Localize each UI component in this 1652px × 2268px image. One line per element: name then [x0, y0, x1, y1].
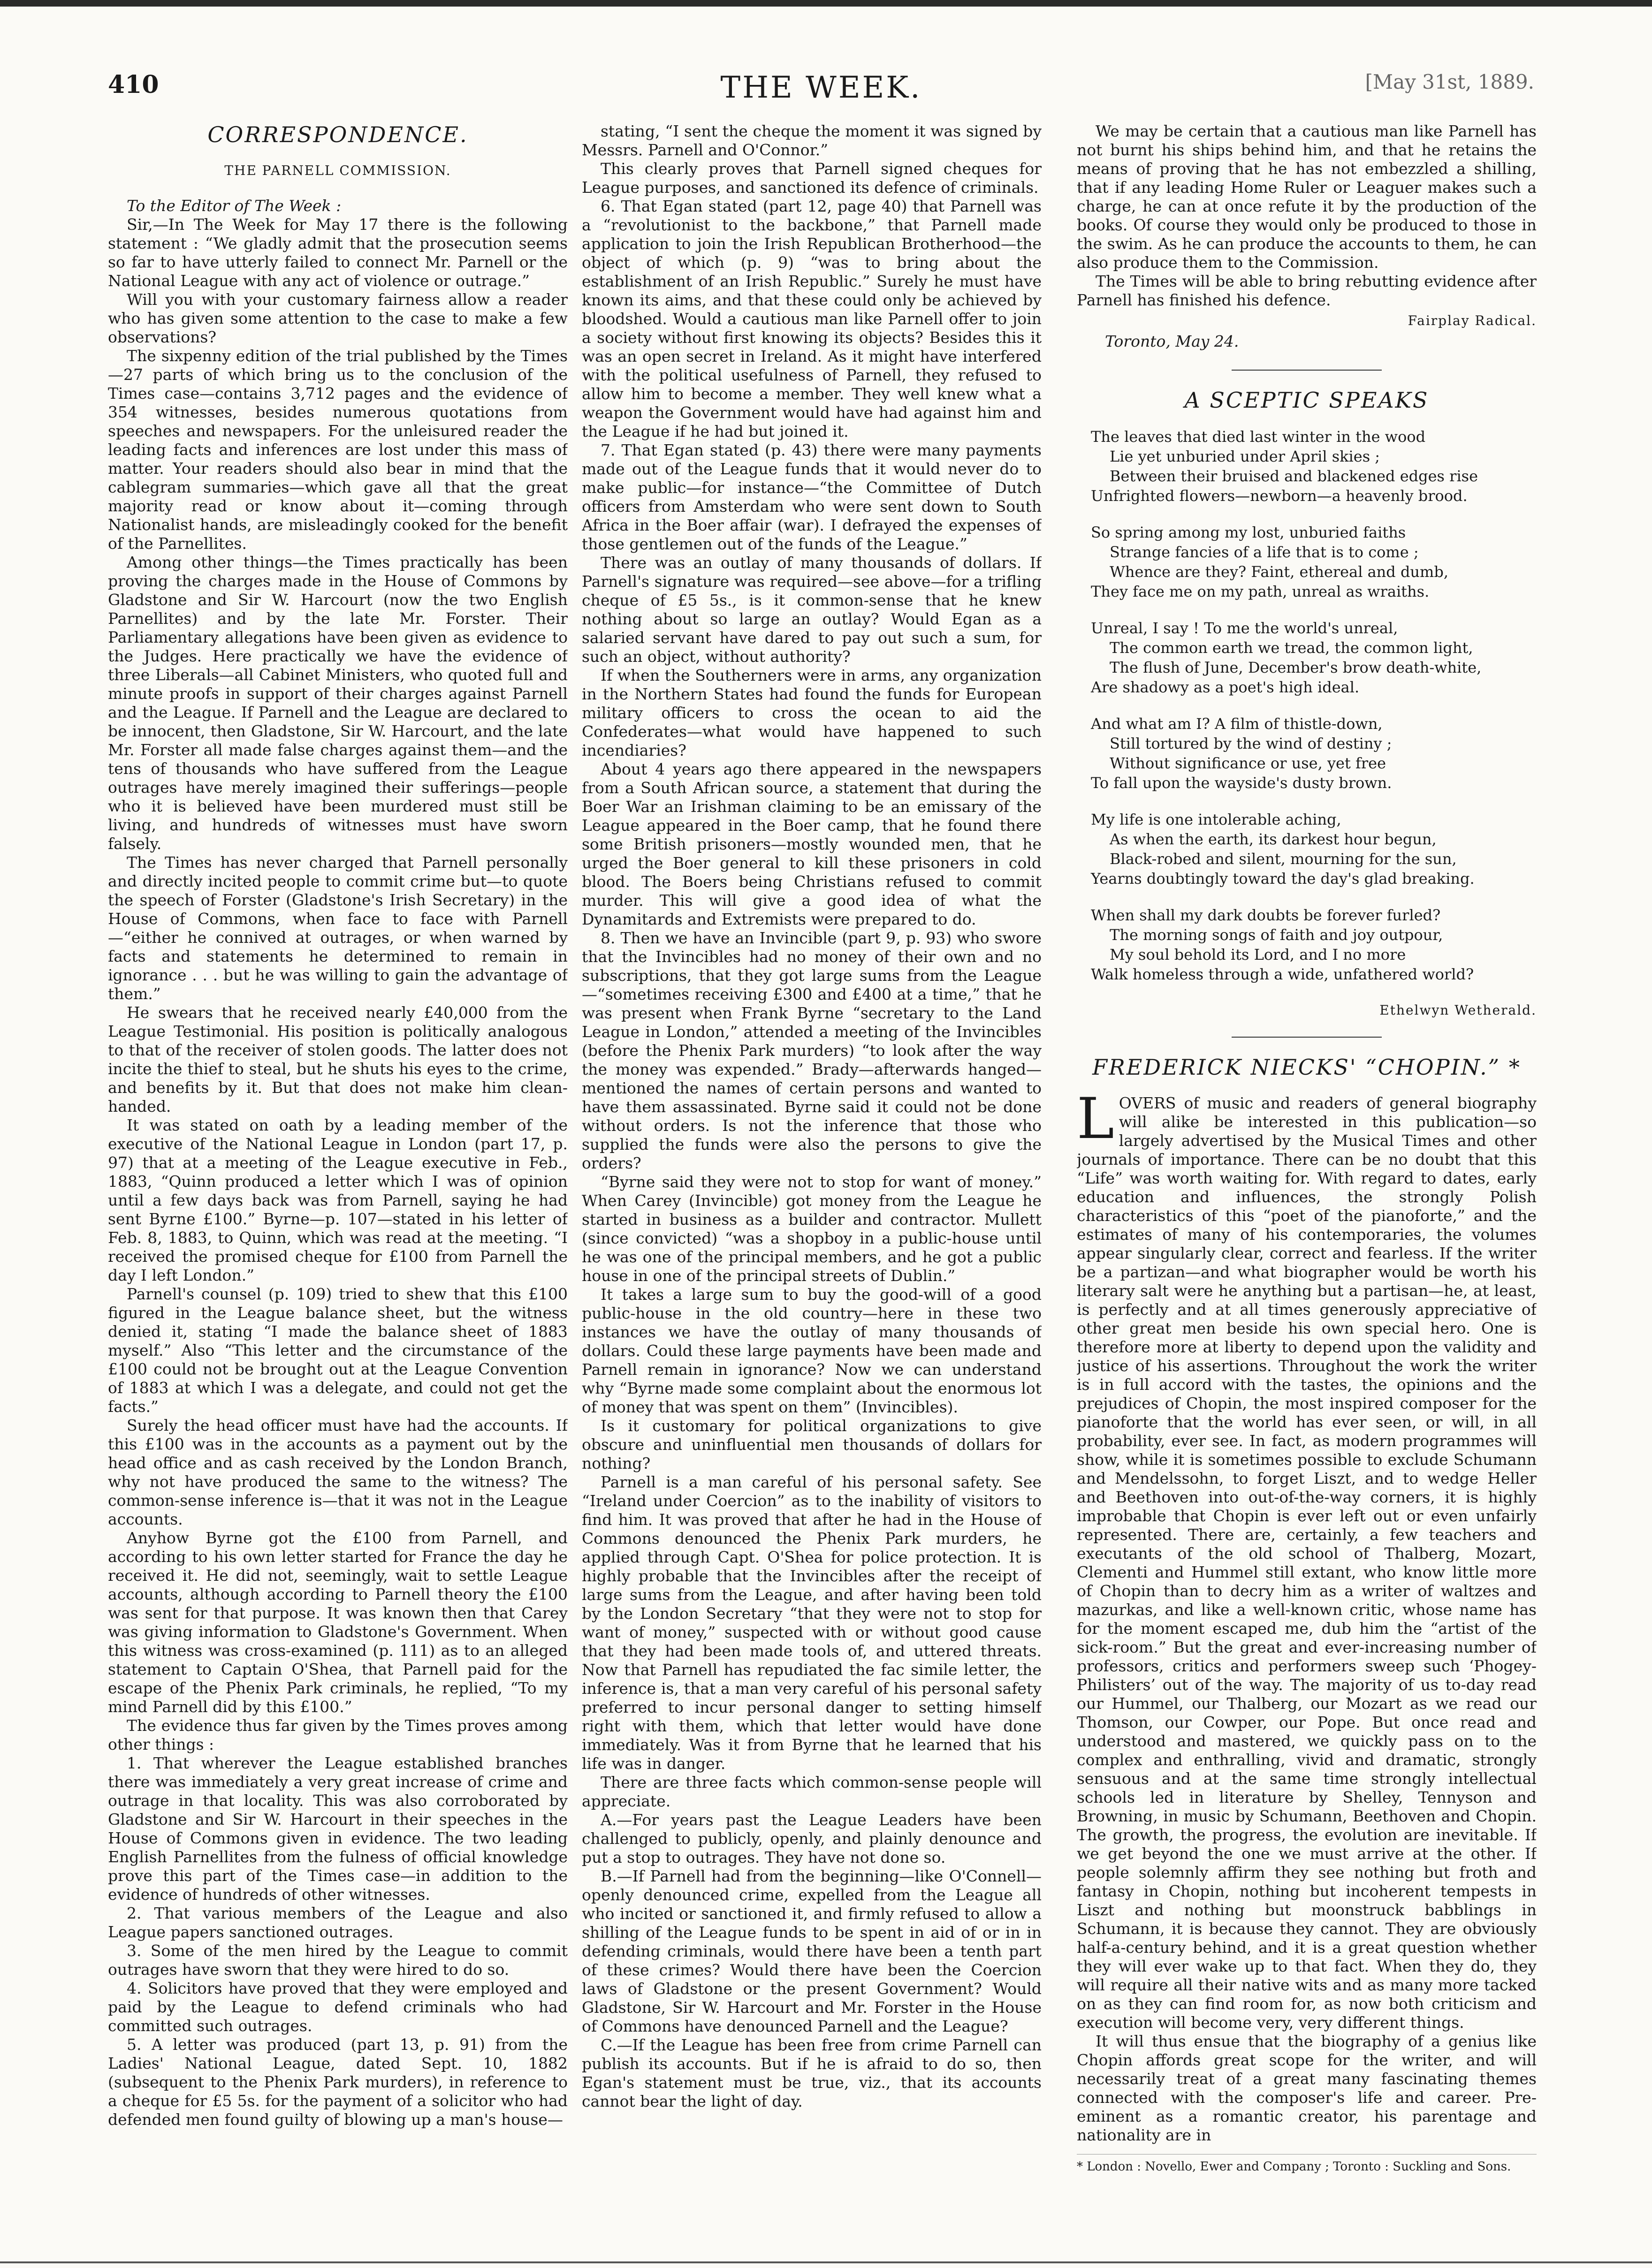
column-2 — [582, 122, 1042, 2261]
poem-line: Lie yet unburied under April skies ; — [1110, 448, 1380, 465]
poem-line: When shall my dark doubts be forever furled? — [1091, 906, 1441, 924]
paragraph: There are three facts which common-sense people will appreciate. — [582, 1773, 1042, 1810]
poem — [1091, 427, 1537, 984]
page-header — [108, 70, 1534, 122]
letter-dateline: Toronto, May 24. — [1105, 332, 1239, 350]
poem-line: Without significance or use, yet free — [1110, 754, 1386, 772]
paragraph: It takes a large sum to buy the good-will of a good public-house in the old country—here in these two instances we have the outlay of many thousands of dollars. Could these large payments have been made and Parnell remain in ignorance? Now we can understand why “Byrne made some complaint about the enormous lot of money that was spent on them” (Invincibles). — [582, 1285, 1042, 1416]
issue-date: [May 31st, 1889. — [1365, 70, 1534, 93]
paragraph: The evidence thus far given by the Times proves among other things : — [108, 1716, 568, 1753]
drop-cap: L — [1077, 1086, 1114, 1152]
review-paragraph: It will thus ensue that the biography of a genius like Chopin affords great scope for the writer, and will necessarily treat of a great many fascinating themes connected with the composer's life and career. Pre-eminent as a romantic creator, his parentage and nationality are in — [1077, 2032, 1537, 2144]
salutation: To the Editor of The Week : — [127, 197, 342, 215]
poem-line: Between their bruised and blackened edges rise — [1110, 467, 1478, 485]
poem-line: Unreal, I say ! To me the world's unreal, — [1091, 619, 1398, 637]
paragraph: The Times has never charged that Parnell personally and directly incited people to commit crime but—to quote the speech of Forster (Gladstone's Irish Secretary) in the House of Commons, when face to face with Parnell—“either he connived at outrages, or when warned by facts and statements he determined to remain in ignorance . . . but he was willing to gain the advantage of them.” — [108, 853, 568, 1003]
poem-title: A SCEPTIC SPEAKS — [1184, 387, 1429, 413]
paragraph: Among other things—the Times practically has been proving the charges made in the House of Commons by Gladstone and Sir W. Harcourt (now the two English Parnellites) and by the late Mr. Forster. Their Parliamentary allegations have been given as evidence to the Judges. Here practically we have the evidence of three Liberals—all Cabinet Ministers, who quoted full and minute proofs in support of their charges against Parnell and the League. If Parnell and the League are declared to be innocent, then Gladstone, Sir W. Harcourt, and the late Mr. Forster all made false charges against them—and the tens of thousands who have suffered from the League outrages have merely imagined their sufferings—people who it is believed have been murdered must still be living, and hundreds of witnesses must have sworn falsely. — [108, 553, 568, 853]
section-divider-2 — [1232, 1037, 1382, 1038]
poem-line: Strange fancies of a life that is to come ; — [1110, 543, 1419, 561]
column-3-body — [1077, 122, 1537, 310]
poem-line: The morning songs of faith and joy outpour, — [1110, 926, 1443, 944]
poem-line: The leaves that died last winter in the wood — [1091, 428, 1426, 446]
paragraph: He swears that he received nearly £40,000 from the League Testimonial. His position is politically analogous to that of the receiver of stolen goods. The latter does not incite the thief to steal, but he shuts his eyes to the crime, and benefits by it. But that does not make him clean-handed. — [108, 1003, 568, 1115]
paragraph: B.—If Parnell had from the beginning—like O'Connell—openly denounced crime, expelled from the League all who incited or sanctioned it, and firmly refused to allow a shilling of the League funds to be spent in aid of or in in defending criminals, would there have been a tenth part of these crimes? Would there have been the Coercion laws of Gladstone or the present Government? Would Gladstone, Sir W. Harcourt and Mr. Forster in the House of Commons have denounced Parnell and the League? — [582, 1867, 1042, 2035]
paragraph: stating, “I sent the cheque the moment it was signed by Messrs. Parnell and O'Connor.” — [582, 122, 1042, 159]
paragraph: There was an outlay of many thousands of dollars. If Parnell's signature was required—see above—for a trifling cheque of £5 5s., is it common-sense that he knew nothing about so large an outlay? Would Egan as a salaried servant have dared to pay out such a sum, for such an object, without authority? — [582, 554, 1042, 666]
paragraph: A.—For years past the League Leaders have been challenged to publicly, openly, and plainly denounce and put a stop to outrages. They have not done so. — [582, 1811, 1042, 1866]
poem-stanza — [1091, 810, 1537, 888]
paragraph: About 4 years ago there appeared in the newspapers from a South African source, a statement that during the Boer War an Irishman claiming to be an emissary of the League appeared in the Boer camp, that he found there some British prisoners—mostly wounded men, that he urged the Boer general to kill these prisoners in cold blood. The Boers being Christians refused to commit murder. This will give a good idea of what the Dynamitards and Extremists were prepared to do. — [582, 760, 1042, 928]
paragraph: Will you with your customary fairness allow a reader who has given some attention to the case to make a few observations? — [108, 290, 568, 346]
poem-line: Still tortured by the wind of destiny ; — [1110, 735, 1392, 752]
paragraph: 1. That wherever the League established branches there was immediately a very great increase of crime and outrage in that locality. This was also corroborated by Gladstone and Sir W. Harcourt in their speeches in the House of Commons given in evidence. The two leading English Parnellites from the fulness of official knowledge prove this part of the Times case—in addition to the evidence of hundreds of other witnesses. — [108, 1754, 568, 1904]
review-body — [1077, 1086, 1537, 2145]
poem-line: Whence are they? Faint, ethereal and dumb, — [1110, 563, 1449, 581]
section-divider — [1232, 370, 1382, 371]
paragraph: “Byrne said they were not to stop for want of money.” When Carey (Invincible) got money from the League he started in business as a builder and contractor. Mullett (since convicted) “was a shopboy in a public-house until he was one of the principal members, and he got a public house in one of the principal streets of Dublin.” — [582, 1173, 1042, 1285]
poem-line: Yearns doubtingly toward the day's glad breaking. — [1091, 870, 1475, 887]
review-paragraph — [1077, 1086, 1537, 2032]
poem-stanza — [1091, 714, 1537, 793]
poem-line: To fall upon the wayside's dusty brown. — [1091, 774, 1392, 792]
paragraph: This clearly proves that Parnell signed cheques for League purposes, and sanctioned its defence of criminals. — [582, 159, 1042, 197]
poem-line: Unfrighted flowers—newborn—a heavenly brood. — [1091, 487, 1468, 505]
poem-line: Are shadowy as a poet's high ideal. — [1091, 678, 1360, 696]
poem-line: The flush of June, December's brow death-white, — [1110, 659, 1482, 676]
review-title: FREDERICK NIECKS' “CHOPIN.” * — [1092, 1054, 1521, 1080]
paragraph: Surely the head officer must have had the accounts. If this £100 was in the accounts as a payment out by the head office and as cash received by the London Branch, why not have produced the same to the witness? The common-sense inference is—that it was not in the League accounts. — [108, 1416, 568, 1528]
paragraph: Is it customary for political organizations to give obscure and uninfluential men thousands of dollars for nothing? — [582, 1417, 1042, 1472]
paragraph: Parnell is a man careful of his personal safety. See “Ireland under Coercion” as to the inability of visitors to find him. It was proved that after he had in the House of Commons denounced the Phenix Park murders, he applied through Capt. O'Shea for police protection. It is highly probable that the Invincibles after the receipt of large sums from the League, and after having been told by the London Secretary “that they were not to stop for want of money,” suspected with or without good cause that they had been made tools of, and uttered threats. Now that Parnell has repudiated the fac simile letter, the inference is, that a man very careful of his personal safety preferred to incur personal danger to setting himself right with them, which that letter would have done immediately. Was it from Byrne that he learned that his life was in danger. — [582, 1473, 1042, 1773]
paragraph: The sixpenny edition of the trial published by the Times—27 parts of which bring us to the conclusion of the Times case—contains 3,712 pages and the evidence of 354 witnesses, besides numerous quotations from speeches and newspapers. For the unleisured reader the leading facts and inferences are lost under this mass of matter. Your readers should also bear in mind that the cablegram summaries—which gave all that the great majority read or know about it—coming through Nationalist hands, are misleadingly cooked for the benefit of the Parnellites. — [108, 347, 568, 553]
journal-title: THE WEEK. — [720, 70, 922, 105]
poem-stanza — [1091, 905, 1537, 984]
poem-author: Ethelwyn Wetherald. — [1379, 1002, 1537, 1018]
footnote: * London : Novello, Ewer and Company ; Toronto : Suckling and Sons. — [1077, 2154, 1537, 2174]
poem-line: So spring among my lost, unburied faiths — [1091, 523, 1406, 541]
paragraph: 7. That Egan stated (p. 43) there were many payments made out of the League funds that it would never do to make public—for instance—“the Committee of Dutch officers from Amsterdam who were sent down to South Africa in the Boer affair (war). I defrayed the expenses of those gentlemen out of the funds of the League.” — [582, 441, 1042, 553]
paragraph: We may be certain that a cautious man like Parnell has not burnt his ships behind him, and that he retains the means of proving that he has not embezzled a shilling, that if any leading Home Ruler or Leaguer makes such a charge, he can at once refute it by the production of the books. Of course they would only be produced to those in the swim. As he can produce the accounts to them, he can also produce them to the Commission. — [1077, 122, 1537, 272]
top-border-rule — [0, 0, 1652, 7]
page-number: 410 — [108, 70, 159, 99]
paragraph: It was stated on oath by a leading member of the executive of the National League in London (part 17, p. 97) that at a meeting of the League executive in Feb., 1883, “Quinn produced a letter which I was of opinion until a few days back was from Parnell, saying he had sent Byrne £100.” Byrne—p. 107—stated in his letter of Feb. 8, 1883, to Quinn, which was read at the meeting. “I received the promised cheque for £100 from Parnell the day I left London.” — [108, 1116, 568, 1284]
paragraph: 5. A letter was produced (part 13, p. 91) from the Ladies' National League, dated Sept. 10, 1882 (subsequent to the Phenix Park murders), in reference to a cheque for £5 5s. for the payment of a solicitor who had defended men found guilty of blowing up a man's house— — [108, 2035, 568, 2129]
column-3 — [1077, 122, 1537, 2261]
poem-line: As when the earth, its darkest hour begun, — [1110, 830, 1437, 848]
paragraph: 2. That various members of the League and also League papers sanctioned outrages. — [108, 1904, 568, 1941]
poem-line: My life is one intolerable aching, — [1091, 811, 1341, 828]
paragraph: 4. Solicitors have proved that they were employed and paid by the League to defend criminals who had committed such outrages. — [108, 1979, 568, 2035]
column-2-body — [582, 122, 1042, 2111]
paragraph: The Times will be able to bring rebutting evidence after Parnell has finished his defence. — [1077, 272, 1537, 309]
paragraph: C.—If the League has been free from crime Parnell can publish its accounts. But if he is afraid to do so, then Egan's statement must be true, viz., that its accounts cannot bear the light of day. — [582, 2036, 1042, 2110]
poem-line: And what am I? A film of thistle-down, — [1091, 715, 1383, 733]
poem-line: They face me on my path, unreal as wraiths. — [1091, 583, 1430, 600]
column-1 — [108, 122, 568, 2261]
paragraph: Parnell's counsel (p. 109) tried to shew that this £100 figured in the League balance sheet, but the witness denied it, stating “I made the balance sheet of 1883 myself.” Also “This letter and the circumstance of the £100 could not be brought out at the League Convention of 1883 at which I was a delegate, and could not get the facts.” — [108, 1285, 568, 1416]
letter-signature: Fairplay Radical. — [1408, 313, 1537, 328]
poem-line: The common earth we tread, the common light, — [1110, 639, 1473, 657]
review-text: OVERS of music and readers of general biography will alike be interested in this publication—so largely advertised by the Musical Times and other journals of importance. There can be no doubt that this “Life” was worth waiting for. With regard to dates, early education and influences, the strongly Polish characteristics of this “poet of the pianoforte,” and the estimates of many of his contemporaries, the volumes appear singularly clear, correct and fearless. If the writer be a partizan—and what biographer would be worth his literary salt were he anything but a partisan—he, at least, is perfectly and at all times generously appreciative of other great men beside his own special hero. One is therefore more at liberty to depend upon the validity and justice of his assertions. Throughout the work the writer is in full accord with the tastes, the opinions and the prejudices of Chopin, the most inspired composer for the pianoforte that the world has ever seen, or will, in all probability, ever see. In fact, as modern programmes will show, while it is sometimes possible to exclude Schumann and Mendelssohn, to forget Liszt, and to wedge Heller and Beethoven into out-of-the-way corners, it is highly improbable that Chopin is ever left out or even unfairly represented. There are, certainly, a few teachers and executants of the old school of Thalberg, Mozart, Clementi and Hummel still extant, who know little more of Chopin than to decry him as a writer of waltzes and mazurkas, and like a well-known critic, whose name has for the moment escaped me, dub him the “artist of the sick-room.” But the great and ever-increasing number of professors, critics and performers sweep such ‘Phogey-Philisters’ out of the way. The majority of us to-day read our Hummel, our Thalberg, our Mozart as we read our Thomson, our Cowper, our Pope. But once read and understood and mastered, we quickly pass on to the complex and enthralling, vivid and dramatic, strongly sensuous and at the same time strongly intellectual schools led in literature by Shelley, Tennyson and Browning, in music by Schumann, Beethoven and Chopin. The growth, the progress, the evolution are inevitable. If we get beyond the one we must arrive at the other. If people solemnly affirm they see nothing but froth and fantasy in Chopin, nothing but incoherent tempests in Liszt and nothing but moonstruck babblings in Schumann, it is because they cannot. They are obviously half-a-century behind, and it is a great question whether they will ever wake up to that fact. When they do, they will require all their native wits and as many more tacked on as they can find room for, as now both criticism and execution will become very, very different things. — [1077, 1094, 1537, 2032]
bottom-rule — [0, 2261, 1652, 2263]
paragraph: 3. Some of the men hired by the League to commit outrages have sworn that they were hired to do so. — [108, 1942, 568, 1979]
paragraph: 6. That Egan stated (part 12, page 40) that Parnell was a “revolutionist to the backbone,” that Parnell made application to join the Irish Republican Brotherhood—the object of which (p. 9) “was to bring about the establishment of an Irish Republic.” Surely he must have known its aims, and that these could only be achieved by bloodshed. Would a cautious man like Parnell offer to join a society without first knowing its objects? Besides this it was an open secret in Ireland. As it might have interfered with the political usefulness of Parnell, they refused to allow him to become a member. They well knew what a weapon the Government would have had against him and the League if he had but joined it. — [582, 197, 1042, 440]
poem-line: Black-robed and silent, mourning for the sun, — [1110, 850, 1457, 868]
paragraph: 8. Then we have an Invincible (part 9, p. 93) who swore that the Invincibles had no money of their own and no subscriptions, that they got large sums from the League —“sometimes receiving £300 and £400 at a time,” that he was present when Frank Byrne “secretary to the Land League in London,” attended a meeting of the Invincibles (before the Phenix Park murders) “to look after the way the money was expended.” Brady—afterwards hanged—mentioned the names of certain persons and wanted to have them assassinated. Byrne said it could not be done without orders. Is not the inference that those who supplied the funds were also the persons to give the orders? — [582, 929, 1042, 1172]
correspondence-heading: CORRESPONDENCE. — [207, 122, 468, 147]
column-1-body — [108, 215, 568, 2129]
poem-stanza — [1091, 618, 1537, 697]
poem-line: My soul behold its Lord, and I no more — [1110, 946, 1406, 963]
poem-line: Walk homeless through a wide, unfathered world? — [1091, 965, 1474, 983]
poem-stanza — [1091, 523, 1537, 601]
paragraph: If when the Southerners were in arms, any organization in the Northern States had found the funds for European military officers to cross the ocean to aid the Confederates—what would have happened to such incendiaries? — [582, 666, 1042, 759]
paragraph: Sir,—In The Week for May 17 there is the following statement : “We gladly admit that the prosecution seems so far to have utterly failed to connect Mr. Parnell or the National League with any act of violence or outrage.” — [108, 215, 568, 290]
paragraph: Anyhow Byrne got the £100 from Parnell, and according to his own letter started for France the day he received it. He did not, seemingly, wait to settle League accounts, although according to Parnell theory the £100 was sent for that purpose. It was known then that Carey was giving information to Gladstone's Government. When this witness was cross-examined (p. 111) as to an alleged statement to Captain O'Shea, that Parnell paid for the escape of the Phenix Park criminals, he replied, “To my mind Parnell did by this £100.” — [108, 1529, 568, 1716]
parnell-commission-subhead: THE PARNELL COMMISSION. — [224, 163, 451, 178]
poem-stanza — [1091, 427, 1537, 506]
